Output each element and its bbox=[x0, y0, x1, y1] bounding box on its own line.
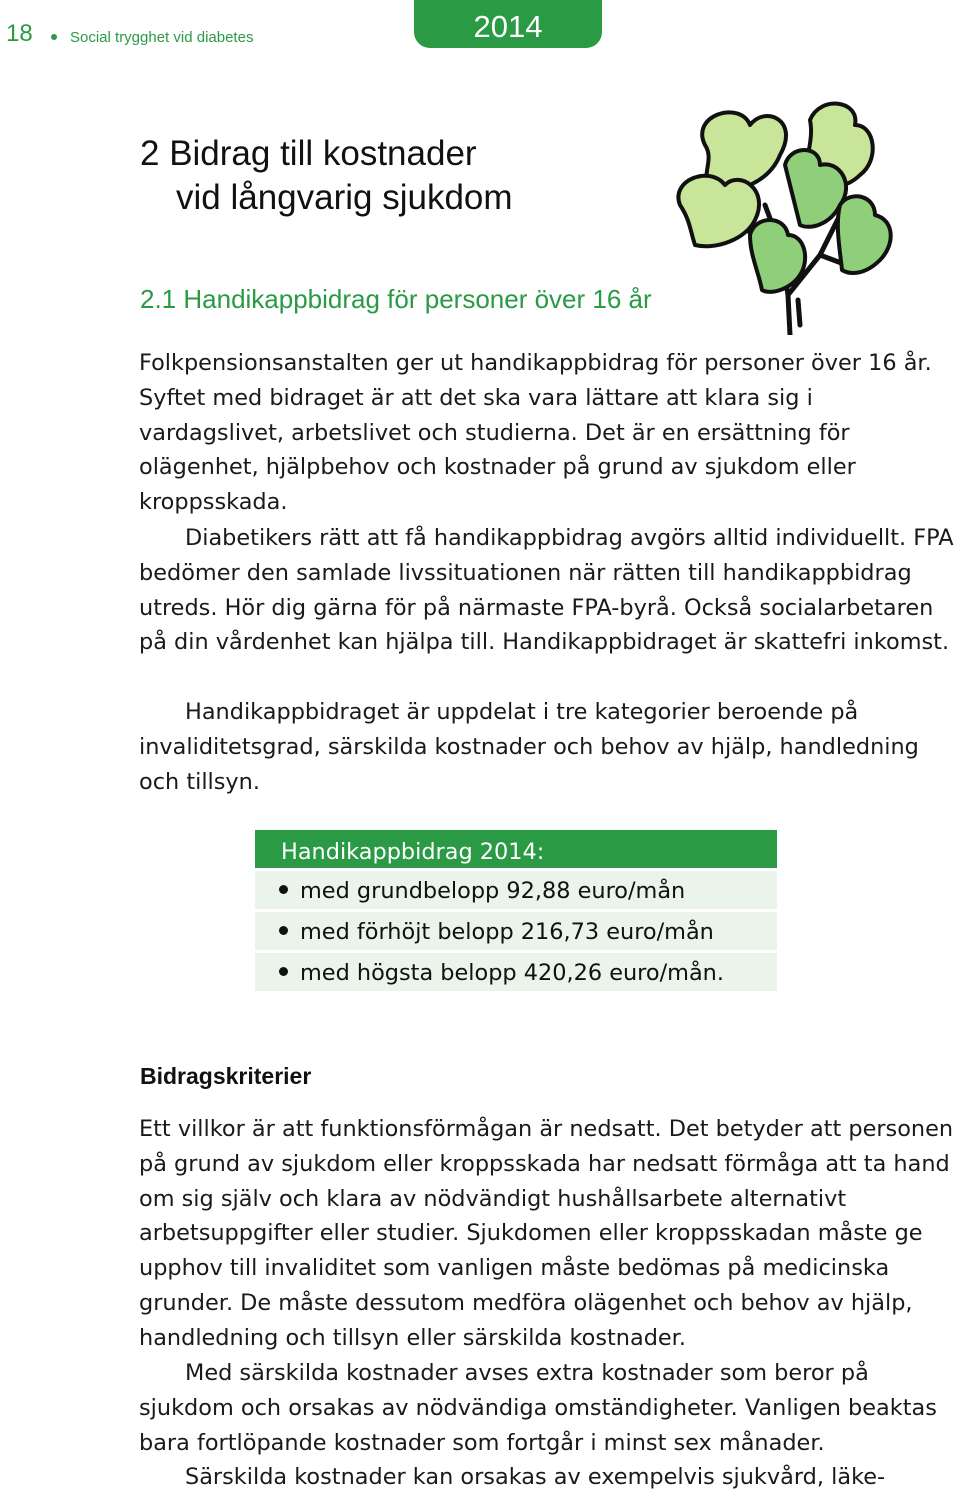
info-box-item bbox=[255, 912, 777, 950]
paragraph-criteria: Ett villkor är att funktionsförmågan är nedsatt. Det betyder att personen på grund av sjukdom eller kroppsskada har nedsatt förmåga att ta hand om sig själv och klara av nödvändigt hushållsarbete alternativt arbetsuppgifter eller studier. Sjukdomen eller kroppsskadan måste ge upphov till invaliditet som vanligen måste bedömas på medicinska grunder. De måste dessutom medföra olägenhet och behov av hjälp, handledning och tillsyn eller särskilda kostnader. bbox=[139, 1116, 954, 1351]
info-box-item-text: med grundbelopp 92,88 euro/mån bbox=[300, 878, 686, 904]
chapter-title bbox=[140, 132, 513, 220]
paragraph-categories: Handikappbidraget är uppdelat i tre kategorier beroende på invaliditetsgrad, särskilda kostnader och behov av hjälp, handledning och tillsyn. bbox=[139, 699, 919, 795]
paragraph-intro: Folkpensionsanstalten ger ut handikappbidrag för personer över 16 år. Syftet med bidraget är att det ska vara lättare att klara sig i vardagslivet, arbetslivet och studierna. Det är en ersättning för olägenhet, hjälpbehov och kostnader på grund av sjukdom eller kroppsskada. bbox=[139, 350, 932, 516]
criteria-title: Bidragskriterier bbox=[140, 1063, 312, 1089]
paragraph-special-costs: Med särskilda kostnader avses extra kostnader som beror på sjukdom och orsakas av nödvändiga omständigheter. Vanligen beaktas bara fortlöpande kostnader som fortgår i minst sex månader. bbox=[139, 1360, 937, 1456]
page-number: 18 bbox=[6, 20, 33, 47]
chapter-title-line2: vid långvarig sjukdom bbox=[176, 178, 513, 217]
info-box-heading: Handikappbidrag 2014: bbox=[255, 830, 777, 868]
info-box-item bbox=[255, 871, 777, 909]
separator-dot bbox=[51, 34, 57, 40]
bullet-icon bbox=[279, 967, 288, 976]
info-box-item bbox=[255, 953, 777, 991]
allowance-info-box bbox=[255, 830, 777, 991]
plant-illustration bbox=[670, 95, 900, 335]
paragraph-cost-examples: Särskilda kostnader kan orsakas av exempelvis sjukvård, läke- bbox=[185, 1464, 886, 1490]
bullet-icon bbox=[279, 885, 288, 894]
bullet-icon bbox=[279, 926, 288, 935]
year-tab: 2014 bbox=[414, 0, 602, 48]
info-box-item-text: med förhöjt belopp 216,73 euro/mån bbox=[300, 919, 714, 945]
chapter-title-line1: 2 Bidrag till kostnader bbox=[140, 134, 477, 173]
section-title: 2.1 Handikappbidrag för personer över 16 år bbox=[140, 284, 652, 314]
paragraph-eligibility: Diabetikers rätt att få handikappbidrag avgörs alltid individuellt. FPA bedömer den samlade livssituationen när rätten till handikappbidrag utreds. Hör dig gärna för på närmaste FPA-byrå. Också socialarbetaren på din vårdenhet kan hjälpa till. Handikappbidraget är skattefri inkomst. bbox=[139, 525, 954, 656]
page-header bbox=[0, 0, 960, 60]
running-title: Social trygghet vid diabetes bbox=[70, 29, 254, 46]
info-box-item-text: med högsta belopp 420,26 euro/mån. bbox=[300, 960, 724, 986]
